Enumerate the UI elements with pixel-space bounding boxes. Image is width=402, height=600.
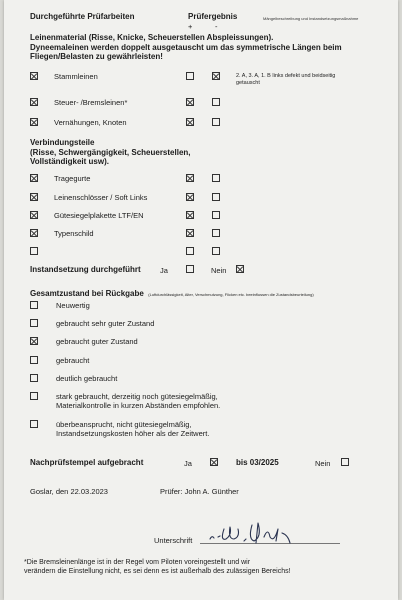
condition-neuwertig-label: Neuwertig — [56, 301, 90, 310]
condition-title-text: Gesamtzustand bei Rückgabe — [30, 289, 144, 298]
condition-stark-line-1: stark gebraucht, derzeitig noch gütesiegelmäßig, — [56, 392, 218, 401]
header-minus-sign: - — [215, 22, 218, 31]
condition-ueberbeansprucht-checkbox[interactable] — [30, 420, 38, 428]
condition-sehr-gut-checkbox[interactable] — [30, 319, 38, 327]
tragegurte-label: Tragegurte — [54, 174, 91, 183]
typenschild-plus-checkbox[interactable] — [186, 229, 194, 237]
lines-section-title — [30, 33, 342, 62]
condition-stark-checkbox[interactable] — [30, 392, 38, 400]
lines-title-line-2: Dyneemaleinen werden doppelt ausgetauscht um das symmetrische Längen beim — [30, 42, 342, 52]
condition-ueberbeansprucht-line-2: Instandsetzungskosten höher als der Zeitwert. — [56, 429, 210, 438]
repair-label: Instandsetzung durchgeführt — [30, 265, 141, 274]
connection-section-title — [30, 138, 191, 167]
typenschild-checkbox[interactable] — [30, 229, 38, 237]
stamp-no-checkbox[interactable] — [341, 458, 349, 466]
condition-gebraucht-checkbox[interactable] — [30, 356, 38, 364]
repair-yes-label: Ja — [160, 266, 168, 275]
stammleinen-label: Stammleinen — [54, 72, 98, 81]
condition-stark-label — [56, 392, 220, 410]
guetesiegel-plus-checkbox[interactable] — [186, 211, 194, 219]
inspection-form-sheet — [4, 0, 398, 600]
footnote-line-2: verändern die Einstellung nicht, es sei denn es ist außerhalb des zulässigen Bereichs! — [24, 568, 291, 575]
repair-no-label: Nein — [211, 266, 227, 275]
condition-deutlich-checkbox[interactable] — [30, 374, 38, 382]
tragegurte-plus-checkbox[interactable] — [186, 174, 194, 182]
condition-gebraucht-label: gebraucht — [56, 356, 90, 365]
vernaehungen-label: Vernähungen, Knoten — [54, 118, 127, 127]
tragegurte-minus-checkbox[interactable] — [212, 174, 220, 182]
steuerleinen-minus-checkbox[interactable] — [212, 98, 220, 106]
stamp-until-label: bis 03/2025 — [236, 458, 279, 467]
vernaehungen-checkbox[interactable] — [30, 118, 38, 126]
repair-yes-checkbox[interactable] — [186, 265, 194, 273]
leinenschloesser-minus-checkbox[interactable] — [212, 193, 220, 201]
stammleinen-note-line-1: 2. A, 3. A, 1. B links defekt und beidseitig — [236, 73, 336, 79]
leinenschloesser-label: Leinenschlösser / Soft Links — [54, 193, 148, 202]
guetesiegel-label: Gütesiegelplakette LTF/EN — [54, 211, 144, 220]
stammleinen-note-line-2: getauscht — [236, 80, 260, 86]
lines-title-line-1: Leinenmaterial (Risse, Knicke, Scheuerstellen Abspleissungen). — [30, 33, 274, 42]
header-notes-label: Mängelbeschreibung und Instandsetzungsmaßnahme — [263, 16, 359, 21]
inspector-name: Prüfer: John A. Günther — [160, 487, 239, 496]
header-result-label: Prüfergebnis — [188, 12, 238, 21]
handwritten-signature — [204, 517, 304, 547]
stammleinen-checkbox[interactable] — [30, 72, 38, 80]
repair-no-checkbox[interactable] — [236, 265, 244, 273]
vernaehungen-minus-checkbox[interactable] — [212, 118, 220, 126]
condition-gut-label: gebraucht guter Zustand — [56, 337, 138, 346]
stamp-label: Nachprüfstempel aufgebracht — [30, 458, 144, 467]
leinenschloesser-plus-checkbox[interactable] — [186, 193, 194, 201]
stamp-yes-checkbox[interactable] — [210, 458, 218, 466]
condition-title — [30, 283, 314, 301]
empty-row-minus-checkbox[interactable] — [212, 247, 220, 255]
tragegurte-checkbox[interactable] — [30, 174, 38, 182]
steuerleinen-checkbox[interactable] — [30, 98, 38, 106]
empty-row-plus-checkbox[interactable] — [186, 247, 194, 255]
stammleinen-note — [236, 73, 335, 87]
typenschild-label: Typenschild — [54, 229, 94, 238]
header-work-label: Durchgeführte Prüfarbeiten — [30, 12, 135, 21]
condition-sehr-gut-label: gebraucht sehr guter Zustand — [56, 319, 155, 328]
vernaehungen-plus-checkbox[interactable] — [186, 118, 194, 126]
connection-title-line-2: (Risse, Schwergängigkeit, Scheuerstellen, — [30, 147, 191, 157]
condition-stark-line-2: Materialkontrolle in kurzen Abständen empfohlen. — [56, 401, 221, 410]
condition-neuwertig-checkbox[interactable] — [30, 301, 38, 309]
empty-row-checkbox[interactable] — [30, 247, 38, 255]
condition-title-small: (Luftdurchlässigkeit, Alter, Verschmutzung, Flicken etc. beeinflussen die Zustandsbeurteilung) — [148, 292, 314, 297]
guetesiegel-minus-checkbox[interactable] — [212, 211, 220, 219]
condition-deutlich-label: deutlich gebraucht — [56, 374, 118, 383]
footnote — [24, 558, 291, 576]
connection-title-line-3: Vollständigkeit usw). — [30, 157, 109, 166]
signature-label: Unterschrift — [154, 536, 193, 545]
typenschild-minus-checkbox[interactable] — [212, 229, 220, 237]
condition-gut-checkbox[interactable] — [30, 337, 38, 345]
footnote-line-1: *Die Bremsleinenlänge ist in der Regel vom Piloten voreingestellt und wir — [24, 559, 251, 566]
place-date: Goslar, den 22.03.2023 — [30, 487, 108, 496]
steuerleinen-label: Steuer- /Bremsleinen* — [54, 98, 128, 107]
guetesiegel-checkbox[interactable] — [30, 211, 38, 219]
condition-ueberbeansprucht-label — [56, 420, 209, 438]
condition-ueberbeansprucht-line-1: überbeansprucht, nicht gütesiegelmäßig, — [56, 420, 192, 429]
header-plus-sign: + — [188, 22, 193, 31]
lines-title-line-3: Fliegen/Belasten zu gewährleisten! — [30, 52, 163, 61]
stammleinen-plus-checkbox[interactable] — [186, 72, 194, 80]
stamp-no-label: Nein — [315, 459, 331, 468]
connection-title-line-1: Verbindungsteile — [30, 138, 95, 147]
stamp-yes-label: Ja — [184, 459, 192, 468]
stammleinen-minus-checkbox[interactable] — [212, 72, 220, 80]
steuerleinen-plus-checkbox[interactable] — [186, 98, 194, 106]
leinenschloesser-checkbox[interactable] — [30, 193, 38, 201]
